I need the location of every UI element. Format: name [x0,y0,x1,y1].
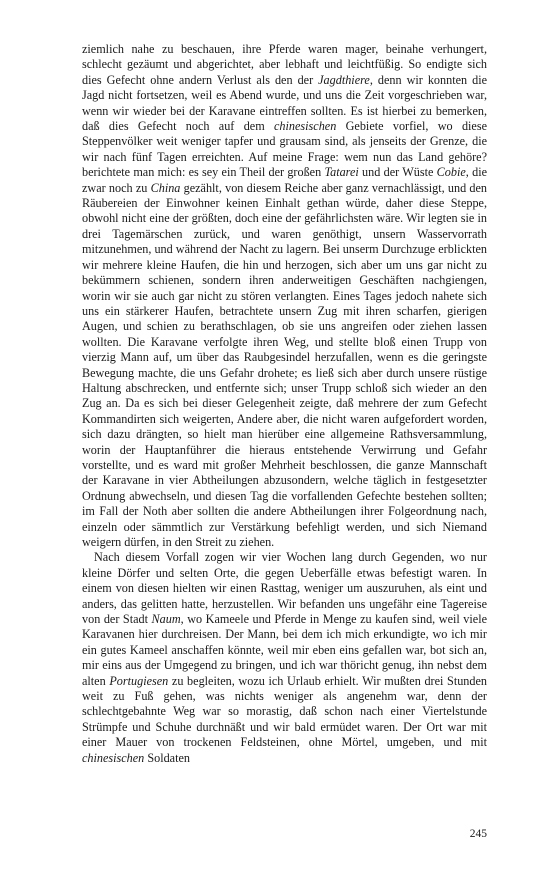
paragraph [82,42,487,550]
text-segment: Gebiete vorfiel, wo diese Steppenvölker weit weniger tapfer und grausam sind, als jenseits der Grenze, die wir nach fünf Tagen erreichten. Auf meine Frage: wem nun das Land gehöre? berichtete man mich: es sey ein Theil der großen [82,119,487,180]
italic-text: chinesischen [82,750,145,765]
page-number: 245 [469,828,487,840]
italic-text: Cobie [436,165,466,180]
italic-text: Jagdthiere [318,72,370,87]
italic-text: Tatarei [324,165,359,180]
italic-text: Portugiesen [109,673,169,688]
text-segment: und der Wüste [358,165,437,180]
text-segment: , denn wir konnten die Jagd nicht fortsetzen, weil es Abend wurde, und uns die Zeit vorgeschrieben war, wenn wir wieder bei der Karavane eintreffen sollten. Es ist hierbei zu bemerken, daß dies Gefecht noch auf dem [82,72,487,134]
text-segment: gezählt, von diesem Reiche aber ganz vernachlässigt, und den Räubereien der Einwohner keinen Einhalt gethan würde, daher diese Steppe, obwohl nicht eine der größten, doch eine der gefährlichsten wäre. Wir legten sie in drei Tagemärschen zurück, und waren genöthigt, unsern Wasservorrath mitzunehmen, und während der Nacht zu lagern. Bei unserm Durchzuge erblickten wir mehrere kleine Haufen, die hin und herzogen, sich aber um uns gar nicht zu bekümmern schienen, sondern ihren anderweitigen Geschäften nachgiengen, worin wir sie auch gar nicht zu stören verlangten. Eines Tages jedoch nahete sich uns ein stärkerer Haufen, betrachtete unsern Zug mit ihren scharfen, gierigen Augen, und schien zu berathschlagen, ob sie uns angreifen oder ziehen lassen wollten. Die Karavane verfolgte ihren Weg, und stellte bloß einen Trupp von vierzig Mann auf, um über das Raubgesindel herzufallen, wenn es die geringste Bewegung machte, die uns Gefahr drohete; es ließ sich aber durch unsere rüstige Haltung abschrecken, und entfernte sich; unser Trupp schloß sich wieder an den Zug an. Da es sich bei dieser Gelegenheit zeigte, daß mehrere der zum Gefecht Kommandirten sich weigerten, Andere aber, die nicht waren aufgefordert worden, sich dazu drängten, so hielt man hierüber eine allgemeine Rathsversammlung, worin der Hauptanführer die hieraus entstehende Verwirrung und Gefahr vorstellte, und es ward mit großer Mehrheit beschlossen, die ganze Mannschaft der Karavane in vier Abtheilungen abzusondern, welche täglich in festgesetzter Ordnung abwechseln, und diesen Tag die vorfallenden Gefechte bestehen sollten; im Fall der Noth aber sollten die andere Abtheilungen ihrer Folgeordnung nach, einzeln oder sämmtlich zur Verstärkung befehligt werden, und sich Niemand weigern dürfen, in den Streit zu ziehen. [82,180,488,549]
italic-text: Naum [151,612,181,627]
text-segment: , die zwar noch zu [82,165,487,195]
italic-text: chinesischen [274,119,337,134]
text-segment: Soldaten [144,750,190,765]
page-body [82,42,487,766]
text-segment: zu begleiten, wozu ich Urlaub erhielt. Wir mußten drei Stunden weit zu Fuß gehen, was nichts weniger als angenehm war, denn der schlechtgebahnte Weg war so morastig, daß schon nach einer Viertelstunde Strümpfe und Schuhe durchnäßt und wir bald ermüdet waren. Der Ort war mit einer Mauer von trockenen Feldsteinen, ohne Mörtel, umgeben, und mit [82,673,488,750]
text-segment: , wo Kameele und Pferde in Menge zu kaufen sind, weil viele Karavanen hier durchreisen. Der Mann, bei dem ich mich erkundigte, wo ich mir ein gutes Kameel anschaffen könnte, weil mir eben eins gefallen war, bot sich an, mir eins aus der Umgegend zu bringen, und ich war thöricht genug, ihn nebst dem alten [82,612,487,688]
paragraph [82,550,487,766]
text-segment: Nach diesem Vorfall zogen wir vier Wochen lang durch Gegenden, wo nur kleine Dörfer und selten Orte, die gegen Ueberfälle etwas befestigt waren. In einem von diesen hielten wir einen Rasttag, weniger um auszuruhen, als eint und anders, das gelitten hatte, herzustellen. Wir befanden uns ungefähr eine Tagereise von der Stadt [82,550,487,627]
text-segment: ziemlich nahe zu beschauen, ihre Pferde waren mager, beinahe verhungert, schlecht gezäumt und abgerichtet, aber lebhaft und leichtfüßig. So endigte sich dies Gefecht ohne andern Verlust als den der [82,42,487,87]
italic-text: China [150,180,181,195]
